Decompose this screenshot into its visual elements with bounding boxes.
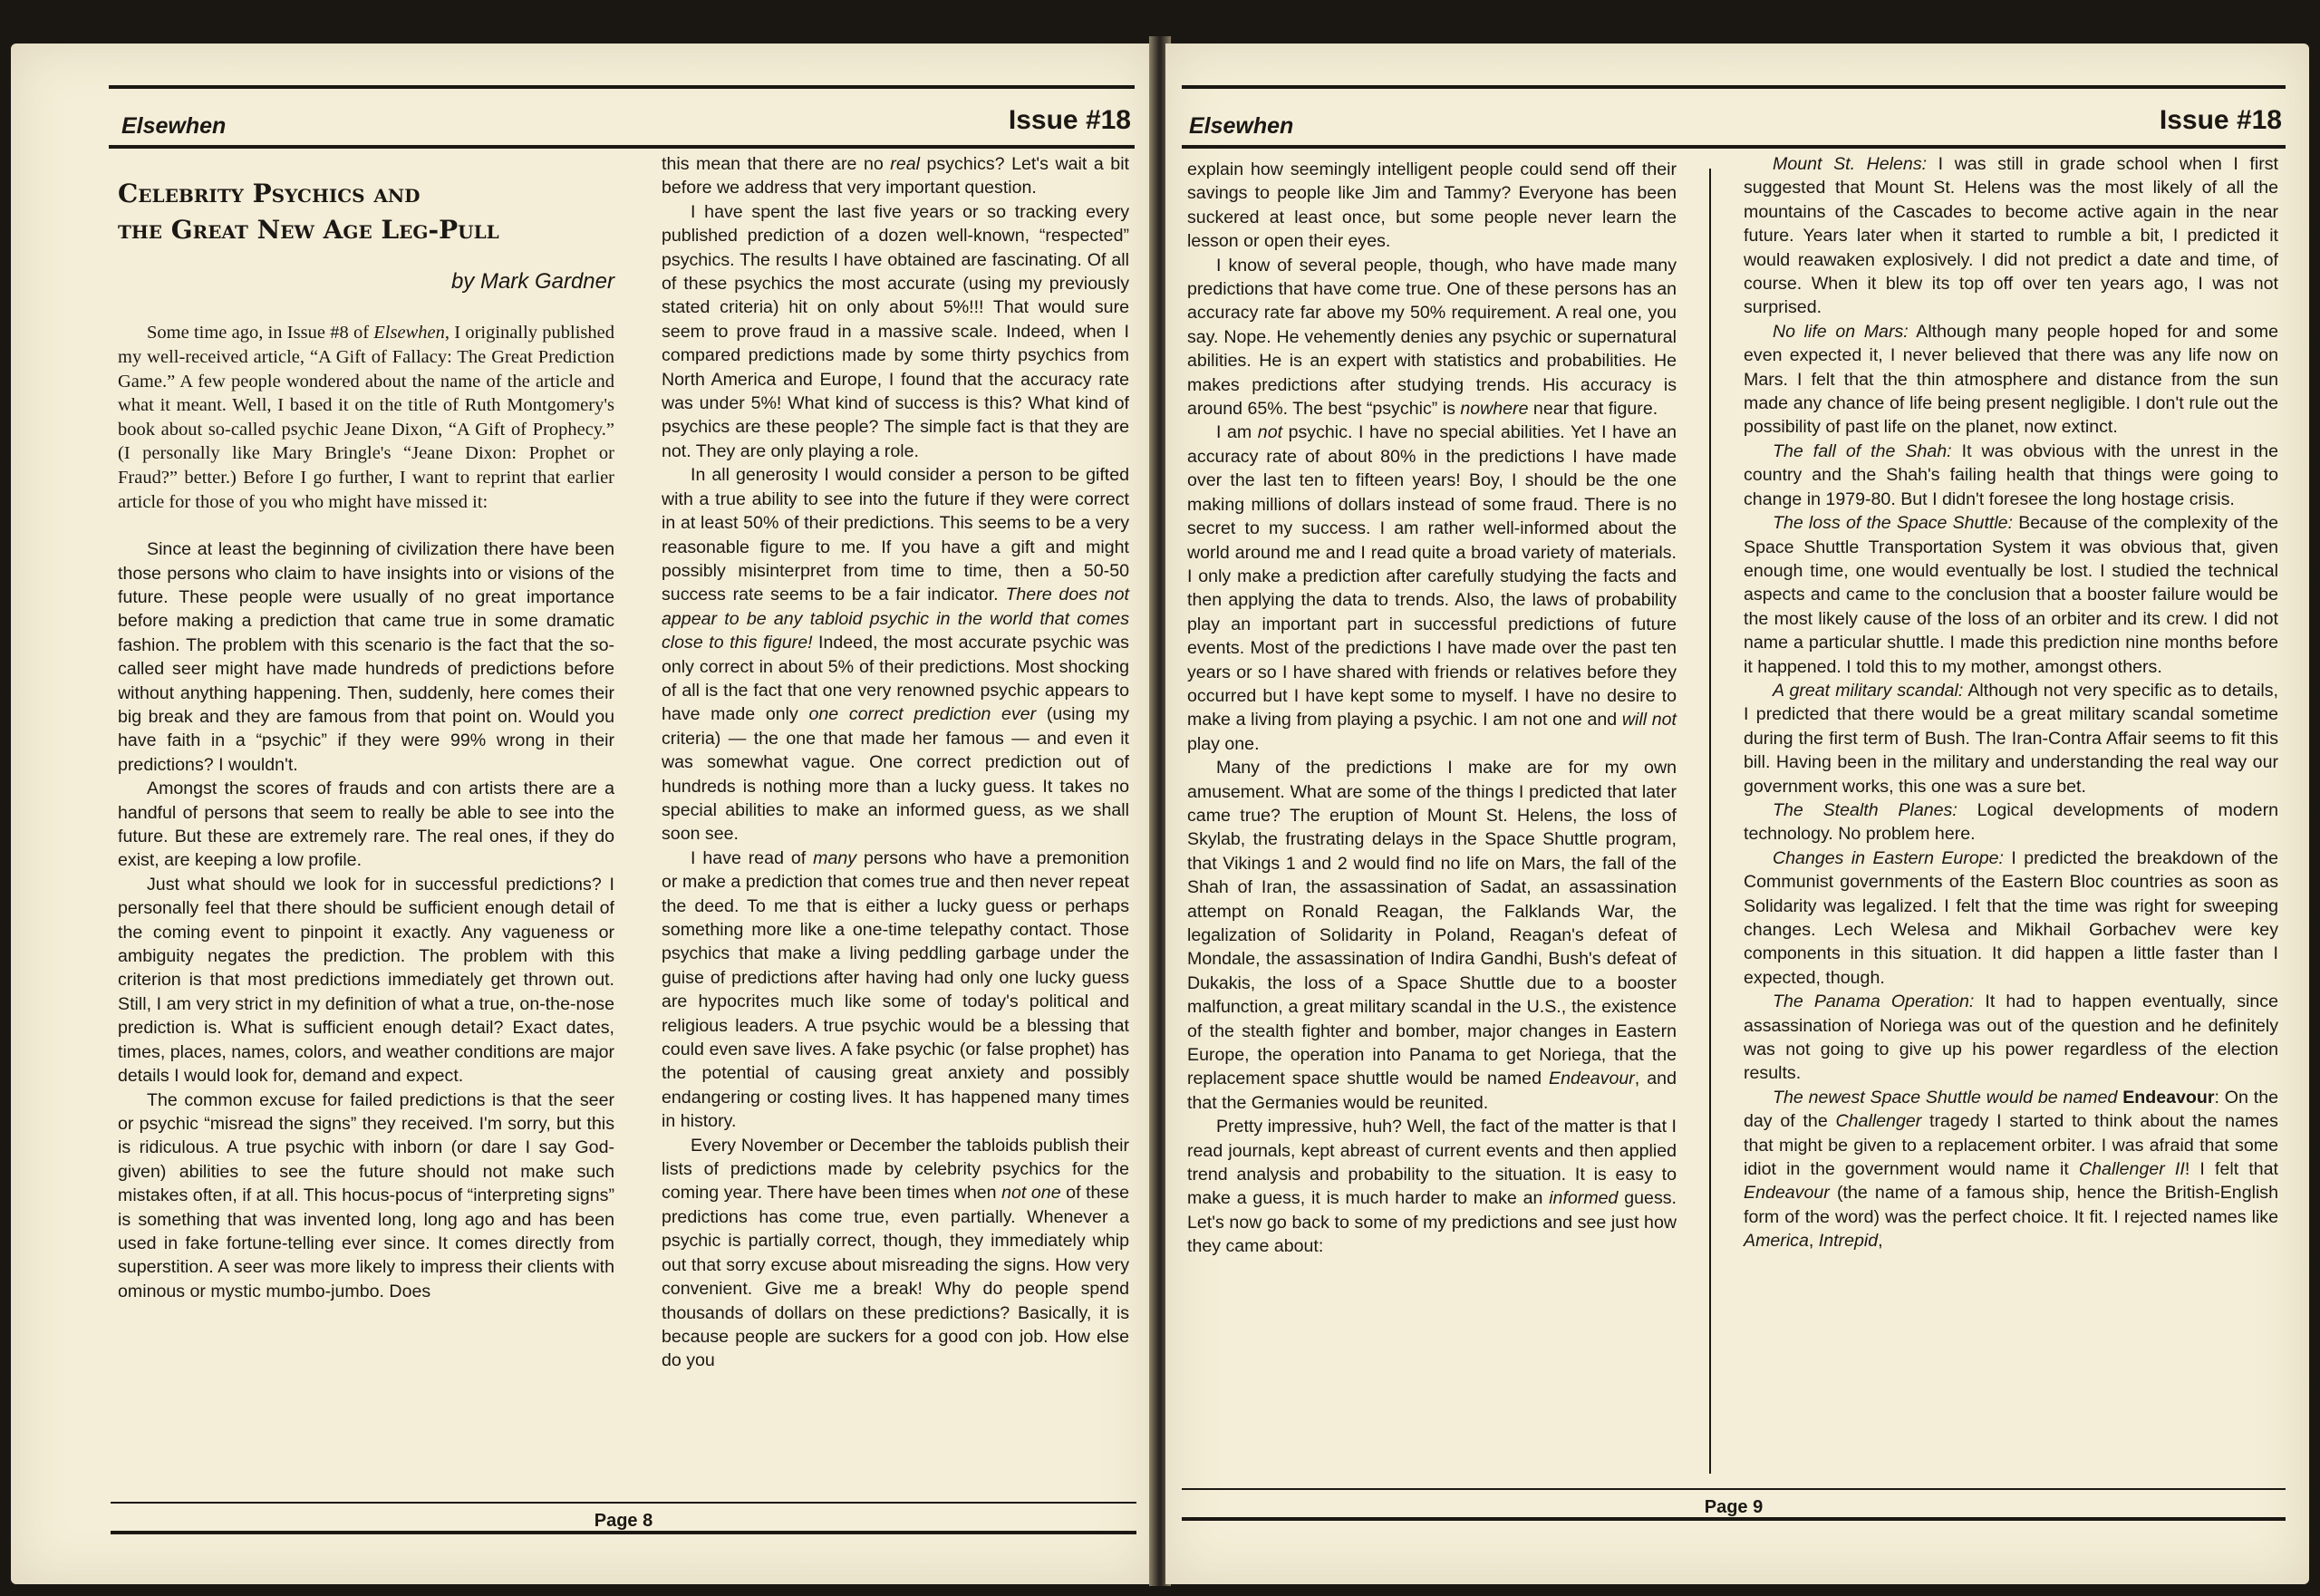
paragraph: Pretty impressive, huh? Well, the fact of the matter is that I read journals, kept abreast of current events and then applied trend analysis and probability to the situation. It is easy to make a guess, it is much harder to make an informed guess. Let's now go back to some of my predictions and see just how they came about: <box>1187 1117 1677 1257</box>
magazine-name: Elsewhen <box>121 113 227 139</box>
column-divider <box>1709 169 1711 1474</box>
intro-paragraph: Some time ago, in Issue #8 of Elsewhen, I originally published my well-received article, “A Gift of Fallacy: The Great Prediction Game.” A few people wondered about the name of the article and what it meant. Well, I based it on the title of Ruth Montgomery's book about so-called psychic Jeane Dixon, “A Gift of Prophecy.” (I personally like Mary Bringle's “Jeane Dixon: Prophet or Fraud?” better.) Before I go further, I want to reprint that earlier article for those of you who might have missed it: <box>118 323 614 512</box>
left-footer <box>111 1502 1136 1534</box>
left-page <box>11 44 1155 1584</box>
issue-number: Issue #18 <box>2159 105 2282 135</box>
footer-rule <box>111 1502 1136 1504</box>
paragraph: The fall of the Shah: It was obvious with the unrest in the country and the Shah's failing health that things were going to change in 1979-80. But I didn't foresee the long hostage crisis. <box>1744 440 2278 509</box>
byline: by Mark Gardner <box>450 269 614 294</box>
paragraph: No life on Mars: Although many people hoped for and some even expected it, I never believed that there was any life now on Mars. I felt that the thin atmosphere and distance from the sun made any chance of life being present negligible. I don't rule out the possibility of past life on the planet, now extinct. <box>1744 321 2278 438</box>
paragraph: The common excuse for failed predictions is that the seer or psychic “misread the signs” they received. I'm sorry, but this is ridiculous. A true psychic with inborn (or dare I say God-given) abilities to see the future should not make such mistakes often, if at all. This hocus-pocus of “interpreting signs” is something that was invented long, long ago and has been used in fake fortune-telling ever since. It comes directly from superstition. A seer was more likely to impress their clients with ominous or mystic mumbo-jumbo. Does <box>118 1089 614 1301</box>
paragraph: I have read of many persons who have a premonition or make a prediction that comes true and then never repeat the deed. To me that is either a lucky guess or perhaps something more like a one-time telepathy contact. Those psychics that make a living peddling garbage under the guise of predictions after having had only one lucky guess are hypocrites much like some of today's political and religious leaders. A true psychic would be a blessing that could even save lives. A fake psychic (or false prophet) has the potential of causing great anxiety and possibly endangering or costing lives. It has happened many times in history. <box>662 847 1129 1132</box>
paragraph: explain how seemingly intelligent people could send off their savings to people like Jim and Tammy? Everyone has been suckered at least once, but some people never learn the lesson or open their eyes. <box>1187 160 1677 252</box>
right-header <box>1182 85 2286 149</box>
footer-rule <box>1182 1488 2286 1490</box>
paragraph: Since at least the beginning of civilization there have been those persons who claim to have insights into or visions of the future. These people were usually of no great importance before making a prediction that came true in some dramatic fashion. The problem with this scenario is the fact that the so-called seer might have made hundreds of predictions before without anything happening. Then, suddenly, here comes their big break and they are famous from that point on. Would you have faith in a “psychic” if they were 99% wrong in their predictions? I wouldn't. <box>118 539 614 775</box>
paragraph: A great military scandal: Although not very specific as to details, I predicted that there would be a great military scandal sometime during the first term of Bush. The Iran-Contra Affair seems to fit this bill. Having been in the military and understanding the real way our government works, this one was a sure bet. <box>1744 680 2278 797</box>
right-footer <box>1182 1488 2286 1521</box>
magazine-name: Elsewhen <box>1189 113 1294 139</box>
header-rule <box>109 85 1135 89</box>
paragraph: I am not psychic. I have no special abilities. Yet I have an accuracy rate of about 80% in the predictions I have made over the last ten to fifteen years! Boy, I should be the one making millions of dollars instead of some fraud. There is no secret to my success. I am rather well-informed about the world around me and I read quite a broad variety of materials. I only make a prediction after carefully studying the facts and then applying the data to trends. Also, the laws of probability play an important part in successful predictions of future events. Most of the predictions I have made over the past ten years or so I have shared with friends or relatives before they occurred but I have kept some to myself. I have no desire to make a living from playing a psychic. I am not one and will not play one. <box>1187 422 1677 754</box>
right-column-1 <box>1187 158 1677 1259</box>
paragraph: Every November or December the tabloids publish their lists of predictions made by celebrity psychics for the coming year. There have been times when not one of these predictions has come true, even partially. Whenever a psychic is partially correct, though, they immediately whip out that sorry excuse about misreading the signs. How very convenient. Give me a break! Why do people spend thousands of dollars on these predictions? Basically, it is because people are suckers for a good con job. How else do you <box>662 1135 1129 1371</box>
paragraph: The Stealth Planes: Logical developments of modern technology. No problem here. <box>1744 799 2278 845</box>
header-rule <box>1182 85 2286 89</box>
paragraph: The loss of the Space Shuttle: Because of the complexity of the Space Shuttle Transportation System it was obvious that, given enough time, one would eventually be lost. I studied the technical aspects and came to the conclusion that a booster failure would be the most likely cause of the loss of an orbiter and its crew. I did not name a particular shuttle. I made this prediction nine months before it happened. I told this to my mother, amongst others. <box>1744 513 2278 677</box>
left-column-2 <box>662 152 1129 1373</box>
paragraph: Many of the predictions I make are for my own amusement. What are some of the things I predicted that later came true? The eruption of Mount St. Helens, the loss of Skylab, the frustrating delays in the Space Shuttle program, that Vikings 1 and 2 would find no life on Mars, the fall of the Shah of Iran, the assassination of Sadat, an assassination attempt on Ronald Reagan, the Falklands War, the legalization of Solidarity in Poland, Reagan's defeat of Mondale, the assassination of Indira Gandhi, Bush's defeat of Dukakis, the loss of a Space Shuttle due to a booster malfunction, a great military scandal in the U.S., the existence of the stealth fighter and bomber, major changes in Eastern Europe, the operation into Panama to get Noriega, that the replacement space shuttle would be named Endeavour, and that the Germanies would be reunited. <box>1187 758 1677 1113</box>
left-column-1 <box>118 161 614 1303</box>
right-column-2 <box>1744 152 2278 1253</box>
issue-number: Issue #18 <box>1008 105 1131 135</box>
paragraph: Just what should we look for in successful predictions? I personally feel that there should be sufficient enough detail of the coming event to pinpoint it exactly. Any vagueness or ambiguity negates the prediction. The problem with this criterion is that most predictions immediately get thrown out. Still, I am very strict in my definition of what a true, on-the-nose prediction is. What is sufficient enough detail? Exact dates, times, places, names, colors, and weather conditions are major details I would look for, demand and expect. <box>118 874 614 1087</box>
paragraph: The Panama Operation: It had to happen eventually, since assassination of Noriega was out of the question and he definitely was not going to give up his power regardless of the election results. <box>1744 991 2278 1084</box>
paragraph: Mount St. Helens: I was still in grade school when I first suggested that Mount St. Helens was the most likely of all the mountains of the Cascades to become active again in the near future. Years later when it started to rumble a bit, I predicted it would reawaken explosively. I did not predict a date and time, of course. When it blew its top off over ten years ago, I was not surprised. <box>1744 154 2278 318</box>
paragraph: I know of several people, though, who have made many predictions that have come true. One of these persons has an accuracy rate far above my 50% requirement. A real one, you say. Nope. He vehemently denies any psychic or supernatural abilities. He is an expert with statistics and probabilities. He makes predictions after studying trends. His accuracy is around 65%. The best “psychic” is nowhere near that figure. <box>1187 255 1677 420</box>
paragraph: The newest Space Shuttle would be named Endeavour: On the day of the Challenger tragedy I started to think about the names that might be given to a replacement orbiter. I was afraid that some idiot in the government would name it Challenger II! I felt that Endeavour (the name of a famous ship, hence the British-English form of the word) was the perfect choice. It fit. I rejected names like America, Intrepid, <box>1744 1087 2278 1252</box>
title-line-2: the Great New Age Leg-Pull <box>118 215 499 245</box>
page-number: Page 8 <box>594 1511 653 1531</box>
title-line-1: Celebrity Psychics and <box>118 179 420 208</box>
paragraph: Amongst the scores of frauds and con artists there are a handful of persons that seem to really be able to see into the future. But these are extremely rare. The real ones, if they do exist, are keeping a low profile. <box>118 779 614 871</box>
paragraph: Changes in Eastern Europe: I predicted the breakdown of the Communist governments of the Eastern Bloc countries as soon as Solidarity was legalized. I felt that the time was right for sweeping changes. Lech Welesa and Mikhail Gorbachev were key components in this situation. It did happen a little faster than I expected, though. <box>1744 847 2278 988</box>
page-number: Page 9 <box>1704 1497 1764 1517</box>
paragraph: In all generosity I would consider a person to be gifted with a true ability to see into the future if they were correct in at least 50% of their predictions. This seems to be a very reasonable figure to me. If you have a gift and might possibly misinterpret from time to time, then a 50-50 success rate seems to be a fair indicator. There does not appear to be any tabloid psychic in the world that comes close to this figure! Indeed, the most accurate psychic was only correct in about 5% of their predictions. Most shocking of all is the fact that one very renowned psychic appears to have made only one correct prediction ever (using my criteria) — the one that made her famous — and even it was somewhat vague. One correct prediction out of hundreds is nothing more than a lucky guess. It takes no special abilities to make an informed guess, as we shall soon see. <box>662 465 1130 845</box>
left-header <box>109 85 1135 149</box>
right-page <box>1165 44 2309 1584</box>
paragraph: this mean that there are no real psychics? Let's wait a bit before we address that very important question. <box>662 154 1129 198</box>
article-title <box>118 176 614 248</box>
paragraph: I have spent the last five years or so tracking every published prediction of a dozen well-known, “respected” psychics. The results I have obtained are fascinating. Of all of these psychics the most accurate (using my previously stated criteria) hit on only about 5%!!! That would sure seem to prove fraud in a massive scale. Indeed, when I compared predictions made by some thirty psychics from North America and Europe, I found that the accuracy rate was under 5%! What kind of success is this? What kind of psychics are these people? The simple fact is that they are not. They are only playing a role. <box>662 201 1129 461</box>
